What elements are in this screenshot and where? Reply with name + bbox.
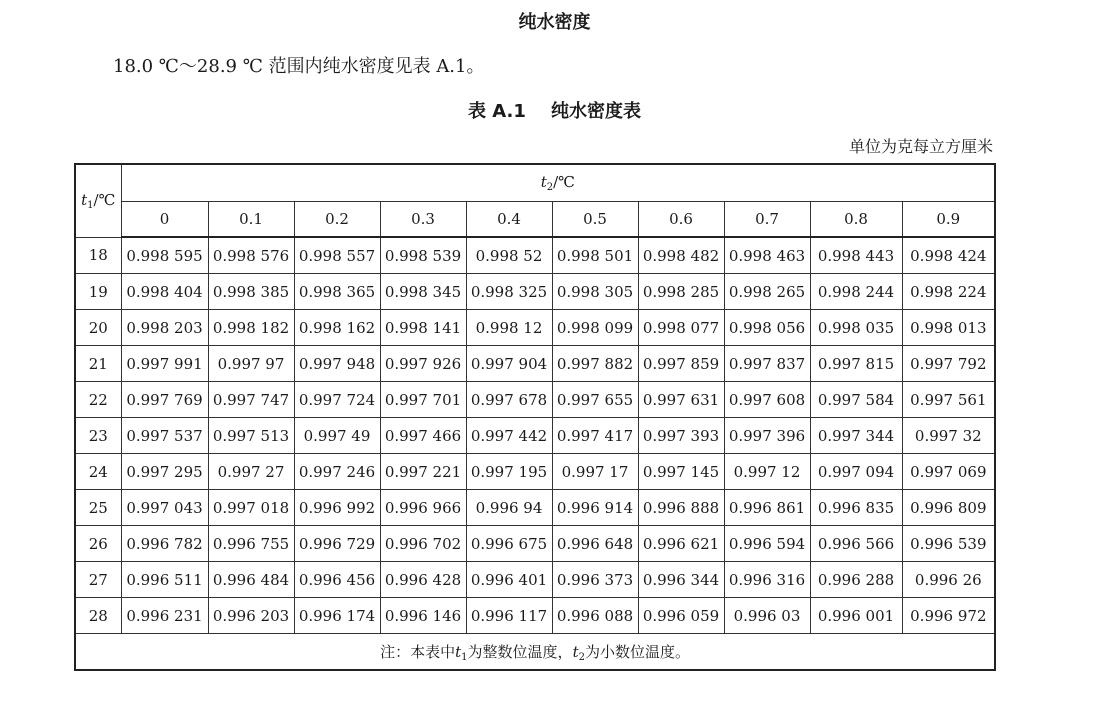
density-cell: 0.997 396 [724, 418, 810, 454]
density-cell: 0.997 442 [466, 418, 552, 454]
density-cell: 0.997 537 [121, 418, 208, 454]
density-cell: 0.996 809 [902, 490, 995, 526]
density-cell: 0.998 035 [810, 310, 902, 346]
density-cell: 0.997 246 [294, 454, 380, 490]
density-cell: 0.998 162 [294, 310, 380, 346]
density-cell: 0.998 482 [638, 237, 724, 274]
density-cell: 0.998 285 [638, 274, 724, 310]
density-cell: 0.996 729 [294, 526, 380, 562]
density-cell: 0.998 182 [208, 310, 294, 346]
density-cell: 0.998 463 [724, 237, 810, 274]
table-row [75, 310, 995, 346]
density-cell: 0.997 32 [902, 418, 995, 454]
table-row [75, 382, 995, 418]
density-cell: 0.997 018 [208, 490, 294, 526]
density-cell: 0.997 094 [810, 454, 902, 490]
density-cell: 0.998 203 [121, 310, 208, 346]
density-cell: 0.998 345 [380, 274, 466, 310]
density-cell: 0.996 146 [380, 598, 466, 634]
density-cell: 0.996 511 [121, 562, 208, 598]
density-cell: 0.996 203 [208, 598, 294, 634]
column-header: 0.9 [902, 202, 995, 238]
column-header: 0 [121, 202, 208, 238]
density-cell: 0.998 013 [902, 310, 995, 346]
column-header: 0.1 [208, 202, 294, 238]
column-header: 0.8 [810, 202, 902, 238]
density-cell: 0.997 069 [902, 454, 995, 490]
density-cell: 0.996 648 [552, 526, 638, 562]
column-header: 0.6 [638, 202, 724, 238]
density-cell: 0.996 484 [208, 562, 294, 598]
density-cell: 0.997 145 [638, 454, 724, 490]
density-cell: 0.997 49 [294, 418, 380, 454]
density-cell: 0.998 099 [552, 310, 638, 346]
density-cell: 0.996 675 [466, 526, 552, 562]
density-cell: 0.996 401 [466, 562, 552, 598]
intro-paragraph: 18.0 ℃～28.9 ℃ 范围内纯水密度见表 A.1。 [113, 56, 485, 77]
density-cell: 0.996 344 [638, 562, 724, 598]
table-row [75, 237, 995, 274]
density-cell: 0.997 792 [902, 346, 995, 382]
row-label: 18 [75, 237, 121, 274]
density-cell: 0.997 724 [294, 382, 380, 418]
density-cell: 0.997 859 [638, 346, 724, 382]
col-header-t2: $t_2/℃$ [121, 164, 995, 202]
table-row [75, 598, 995, 634]
table-caption: 表 A.1 纯水密度表 [468, 101, 641, 122]
density-cell: 0.997 904 [466, 346, 552, 382]
density-cell: 0.996 539 [902, 526, 995, 562]
density-cell: 0.997 608 [724, 382, 810, 418]
density-cell: 0.996 972 [902, 598, 995, 634]
density-cell: 0.996 059 [638, 598, 724, 634]
density-cell: 0.996 835 [810, 490, 902, 526]
column-header: 0.2 [294, 202, 380, 238]
density-cell: 0.996 594 [724, 526, 810, 562]
density-cell: 0.997 584 [810, 382, 902, 418]
column-header: 0.5 [552, 202, 638, 238]
density-cell: 0.998 12 [466, 310, 552, 346]
density-cell: 0.997 513 [208, 418, 294, 454]
table-row [75, 526, 995, 562]
row-label: 22 [75, 382, 121, 418]
density-cell: 0.996 373 [552, 562, 638, 598]
density-cell: 0.997 882 [552, 346, 638, 382]
row-label: 24 [75, 454, 121, 490]
row-label: 27 [75, 562, 121, 598]
density-cell: 0.997 561 [902, 382, 995, 418]
density-cell: 0.997 678 [466, 382, 552, 418]
column-header: 0.7 [724, 202, 810, 238]
density-cell: 0.997 655 [552, 382, 638, 418]
column-header: 0.3 [380, 202, 466, 238]
density-cell: 0.998 305 [552, 274, 638, 310]
density-cell: 0.998 424 [902, 237, 995, 274]
density-cell: 0.996 782 [121, 526, 208, 562]
density-cell: 0.997 417 [552, 418, 638, 454]
density-cell: 0.996 288 [810, 562, 902, 598]
density-cell: 0.998 224 [902, 274, 995, 310]
row-label: 23 [75, 418, 121, 454]
density-cell: 0.997 195 [466, 454, 552, 490]
table-row [75, 346, 995, 382]
density-cell: 0.996 755 [208, 526, 294, 562]
density-cell: 0.998 265 [724, 274, 810, 310]
density-cell: 0.996 914 [552, 490, 638, 526]
table-row [75, 454, 995, 490]
density-cell: 0.997 815 [810, 346, 902, 382]
density-cell: 0.996 117 [466, 598, 552, 634]
density-cell: 0.997 295 [121, 454, 208, 490]
density-cell: 0.996 566 [810, 526, 902, 562]
density-cell: 0.997 393 [638, 418, 724, 454]
density-cell: 0.996 174 [294, 598, 380, 634]
density-cell: 0.996 03 [724, 598, 810, 634]
density-cell: 0.996 428 [380, 562, 466, 598]
table-row [75, 274, 995, 310]
density-cell: 0.997 926 [380, 346, 466, 382]
density-cell: 0.996 001 [810, 598, 902, 634]
density-cell: 0.998 404 [121, 274, 208, 310]
density-cell: 0.996 316 [724, 562, 810, 598]
density-cell: 0.997 466 [380, 418, 466, 454]
density-cell: 0.998 056 [724, 310, 810, 346]
column-header: 0.4 [466, 202, 552, 238]
density-cell: 0.996 888 [638, 490, 724, 526]
density-cell: 0.996 992 [294, 490, 380, 526]
density-cell: 0.996 088 [552, 598, 638, 634]
table-note: 注：本表中$t_1$为整数位温度，$t_2$为小数位温度。 [75, 634, 995, 671]
density-cell: 0.996 702 [380, 526, 466, 562]
density-cell: 0.996 966 [380, 490, 466, 526]
density-cell: 0.997 97 [208, 346, 294, 382]
density-cell: 0.998 365 [294, 274, 380, 310]
row-label: 25 [75, 490, 121, 526]
density-cell: 0.997 747 [208, 382, 294, 418]
density-cell: 0.996 94 [466, 490, 552, 526]
density-cell: 0.998 077 [638, 310, 724, 346]
row-label: 19 [75, 274, 121, 310]
density-table [74, 163, 996, 671]
density-cell: 0.998 539 [380, 237, 466, 274]
density-cell: 0.998 557 [294, 237, 380, 274]
row-label: 20 [75, 310, 121, 346]
density-cell: 0.998 325 [466, 274, 552, 310]
row-header-t1: $t_1/℃$ [75, 164, 121, 237]
density-cell: 0.996 861 [724, 490, 810, 526]
density-cell: 0.997 837 [724, 346, 810, 382]
density-cell: 0.997 12 [724, 454, 810, 490]
density-cell: 0.998 244 [810, 274, 902, 310]
density-cell: 0.998 52 [466, 237, 552, 274]
density-cell: 0.998 443 [810, 237, 902, 274]
table-row [75, 490, 995, 526]
page-title: 纯水密度 [518, 12, 591, 33]
density-cell: 0.998 576 [208, 237, 294, 274]
row-label: 26 [75, 526, 121, 562]
density-cell: 0.996 231 [121, 598, 208, 634]
density-cell: 0.997 769 [121, 382, 208, 418]
density-cell: 0.996 26 [902, 562, 995, 598]
density-cell: 0.997 27 [208, 454, 294, 490]
density-cell: 0.997 17 [552, 454, 638, 490]
density-cell: 0.996 456 [294, 562, 380, 598]
density-cell: 0.998 385 [208, 274, 294, 310]
unit-note: 单位为克每立方厘米 [848, 137, 993, 156]
row-label: 21 [75, 346, 121, 382]
density-cell: 0.996 621 [638, 526, 724, 562]
row-label: 28 [75, 598, 121, 634]
density-cell: 0.998 141 [380, 310, 466, 346]
density-cell: 0.997 043 [121, 490, 208, 526]
table-row [75, 418, 995, 454]
density-cell: 0.997 221 [380, 454, 466, 490]
density-cell: 0.998 595 [121, 237, 208, 274]
density-cell: 0.997 991 [121, 346, 208, 382]
table-row [75, 562, 995, 598]
density-cell: 0.997 701 [380, 382, 466, 418]
density-cell: 0.997 344 [810, 418, 902, 454]
density-cell: 0.998 501 [552, 237, 638, 274]
density-cell: 0.997 631 [638, 382, 724, 418]
density-cell: 0.997 948 [294, 346, 380, 382]
